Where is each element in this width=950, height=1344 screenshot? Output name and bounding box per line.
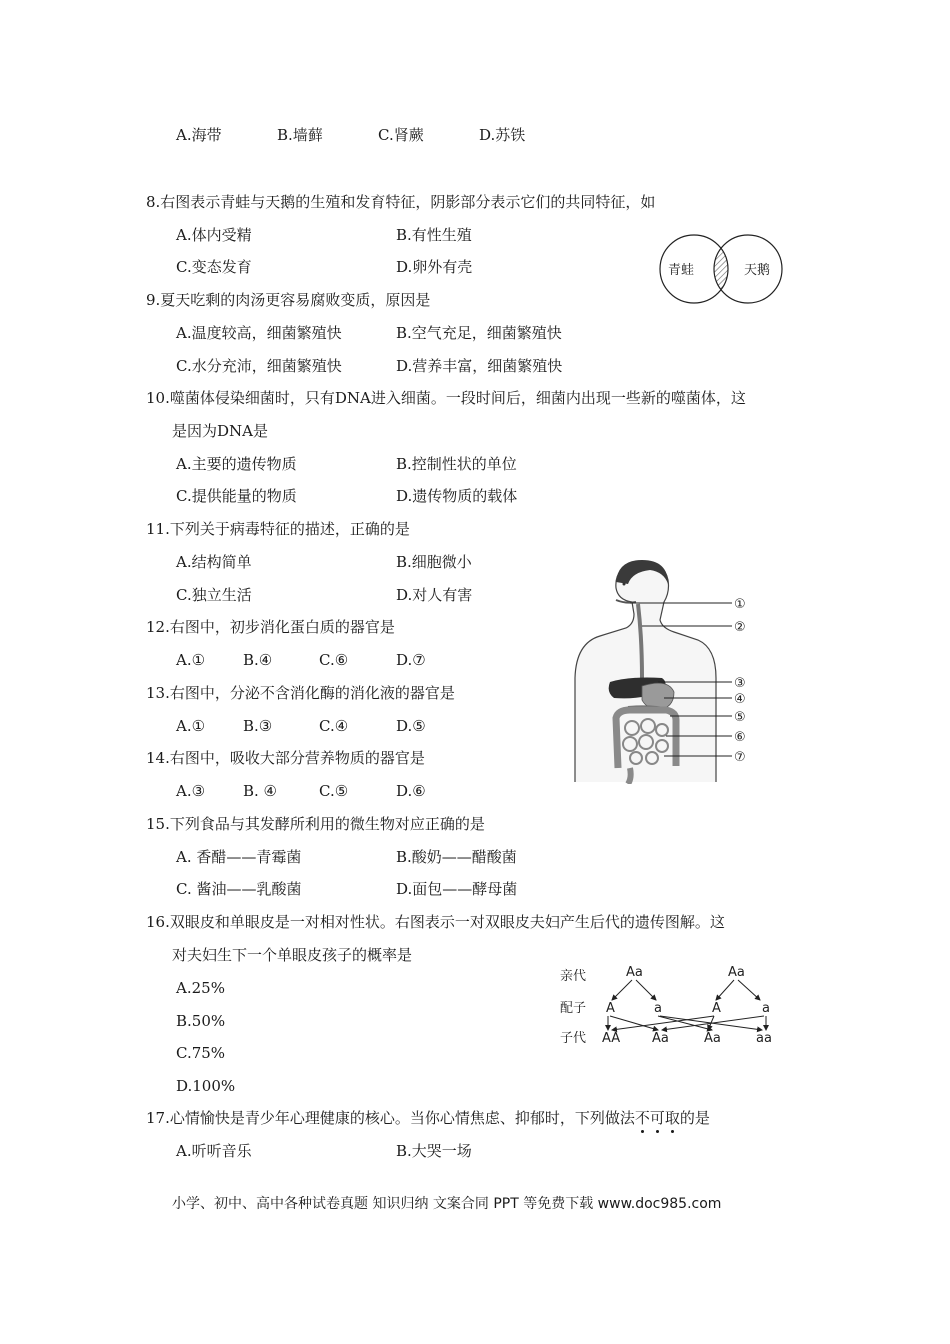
q16-stem-line1: 16.双眼皮和单眼皮是一对相对性状。右图表示一对双眼皮夫妇产生后代的遗传图解。这 bbox=[146, 913, 725, 931]
q17-stem bbox=[146, 1108, 710, 1128]
q17-emph-1: 不 bbox=[634, 1109, 650, 1127]
q11-option-a: A.结构简单 bbox=[176, 553, 252, 571]
q17-option-b: B.大哭一场 bbox=[396, 1142, 472, 1160]
eye bbox=[623, 583, 626, 586]
q16-option-b: B.50% bbox=[176, 1012, 226, 1030]
label-3: ③ bbox=[734, 676, 746, 691]
offspring-2: Aa bbox=[652, 1031, 669, 1046]
q13-option-b: B.③ bbox=[243, 717, 273, 735]
q9-stem: 9.夏天吃剩的肉汤更容易腐败变质，原因是 bbox=[146, 291, 431, 309]
q8-option-c: C.变态发育 bbox=[176, 258, 252, 276]
offspring-4: aa bbox=[756, 1031, 772, 1046]
q10-option-a: A.主要的遗传物质 bbox=[176, 455, 297, 473]
q8-option-d: D.卵外有壳 bbox=[396, 258, 473, 276]
venn-right-label: 天鹅 bbox=[744, 263, 771, 278]
offspring-1: AA bbox=[602, 1031, 621, 1046]
q15-option-c: C. 酱油——乳酸菌 bbox=[176, 880, 302, 898]
q15-option-d: D.面包——酵母菌 bbox=[396, 880, 518, 898]
q14-option-d: D.⑥ bbox=[396, 782, 426, 800]
gamete-4: a bbox=[762, 1001, 770, 1016]
q17-option-a: A.听听音乐 bbox=[176, 1142, 252, 1160]
row-label-gametes: 配子 bbox=[560, 1001, 587, 1016]
q10-option-c: C.提供能量的物质 bbox=[176, 487, 297, 505]
q16-option-d: D.100% bbox=[176, 1077, 236, 1095]
row-label-offspring: 子代 bbox=[560, 1031, 587, 1046]
q13-stem: 13.右图中，分泌不含消化酶的消化液的器官是 bbox=[146, 684, 455, 702]
label-5: ⑤ bbox=[734, 710, 746, 725]
q7-option-a: A.海带 bbox=[176, 126, 222, 144]
label-2: ② bbox=[734, 620, 746, 635]
q17-emph-2: 可 bbox=[649, 1109, 665, 1127]
q8-option-b: B.有性生殖 bbox=[396, 226, 472, 244]
q15-stem: 15.下列食品与其发酵所利用的微生物对应正确的是 bbox=[146, 815, 485, 833]
parent-1: Aa bbox=[626, 965, 643, 980]
q7-option-d: D.苏铁 bbox=[479, 126, 526, 144]
q13-option-c: C.④ bbox=[319, 717, 349, 735]
parent-2: Aa bbox=[728, 965, 745, 980]
q8-stem: 8.右图表示青蛙与天鹅的生殖和发育特征，阴影部分表示它们的共同特征，如 bbox=[146, 193, 656, 211]
q10-option-b: B.控制性状的单位 bbox=[396, 455, 517, 473]
q10-option-d: D.遗传物质的载体 bbox=[396, 487, 518, 505]
page-footer: 小学、初中、高中各种试卷真题 知识归纳 文案合同 PPT 等免费下载 www.doc985.com bbox=[172, 1196, 722, 1212]
q17-stem-post: 的是 bbox=[679, 1109, 710, 1127]
q16-option-a: A.25% bbox=[176, 979, 225, 997]
gamete-1: A bbox=[606, 1001, 615, 1016]
q10-stem-line2: 是因为DNA是 bbox=[172, 422, 268, 440]
venn-left-label: 青蛙 bbox=[668, 263, 695, 278]
q12-option-d: D.⑦ bbox=[396, 651, 426, 669]
q17-emph-3: 取 bbox=[664, 1109, 680, 1127]
q12-option-b: B.④ bbox=[243, 651, 273, 669]
q16-option-c: C.75% bbox=[176, 1044, 226, 1062]
row-label-parents: 亲代 bbox=[560, 969, 587, 984]
gamete-3: A bbox=[712, 1001, 721, 1016]
label-6: ⑥ bbox=[734, 730, 746, 745]
q14-option-a: A.③ bbox=[176, 782, 206, 800]
q11-option-b: B.细胞微小 bbox=[396, 553, 472, 571]
q9-option-b: B.空气充足，细菌繁殖快 bbox=[396, 324, 562, 342]
q8-option-a: A.体内受精 bbox=[176, 226, 252, 244]
q14-option-c: C.⑤ bbox=[319, 782, 349, 800]
q13-option-d: D.⑤ bbox=[396, 717, 426, 735]
q9-option-a: A.温度较高，细菌繁殖快 bbox=[176, 324, 342, 342]
gamete-2: a bbox=[654, 1001, 662, 1016]
label-4: ④ bbox=[734, 692, 746, 707]
q11-option-c: C.独立生活 bbox=[176, 586, 252, 604]
label-1: ① bbox=[734, 597, 746, 612]
q10-stem-line1: 10.噬菌体侵染细菌时，只有DNA进入细菌。一段时间后，细菌内出现一些新的噬菌体，这 bbox=[146, 389, 746, 407]
cross-arrows bbox=[608, 980, 766, 1030]
genetics-diagram bbox=[556, 962, 782, 1054]
q9-option-c: C.水分充沛，细菌繁殖快 bbox=[176, 357, 342, 375]
rectum bbox=[628, 768, 631, 784]
q12-stem: 12.右图中，初步消化蛋白质的器官是 bbox=[146, 618, 395, 636]
q9-option-d: D.营养丰富，细菌繁殖快 bbox=[396, 357, 563, 375]
q16-stem-line2: 对夫妇生下一个单眼皮孩子的概率是 bbox=[172, 946, 413, 964]
q15-option-b: B.酸奶——醋酸菌 bbox=[396, 848, 517, 866]
q13-option-a: A.① bbox=[176, 717, 206, 735]
digestive-system-figure bbox=[570, 558, 770, 784]
q11-option-d: D.对人有害 bbox=[396, 586, 473, 604]
venn-diagram bbox=[656, 234, 786, 306]
label-7: ⑦ bbox=[734, 750, 746, 765]
q17-stem-pre: 17.心情愉快是青少年心理健康的核心。当你心情焦虑、抑郁时，下列做法 bbox=[146, 1109, 635, 1127]
q11-stem: 11.下列关于病毒特征的描述，正确的是 bbox=[146, 520, 410, 538]
q14-stem: 14.右图中，吸收大部分营养物质的器官是 bbox=[146, 749, 425, 767]
q15-option-a: A. 香醋——青霉菌 bbox=[176, 848, 302, 866]
offspring-3: Aa bbox=[704, 1031, 721, 1046]
q12-option-c: C.⑥ bbox=[319, 651, 349, 669]
q7-option-b: B.墙藓 bbox=[277, 126, 323, 144]
q14-option-b: B. ④ bbox=[243, 782, 278, 800]
q7-option-c: C.肾蕨 bbox=[378, 126, 424, 144]
q12-option-a: A.① bbox=[176, 651, 206, 669]
